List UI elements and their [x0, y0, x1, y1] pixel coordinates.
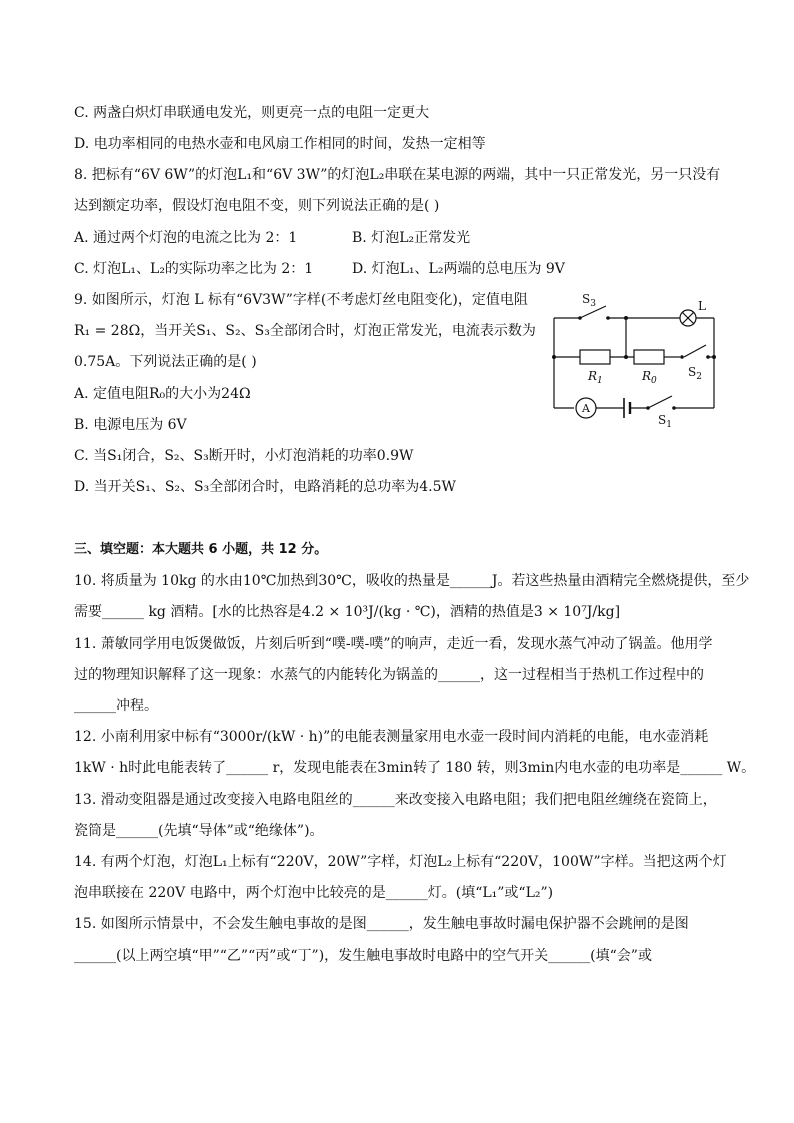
s3-contact-left: [578, 316, 582, 320]
q8-option-b: B. 灯泡L₂正常发光: [352, 230, 471, 246]
q15-line2: ______(以上两空填“甲”“乙”“丙”或“丁”)，发生触电事故时电路中的空气开关______(填“会”或: [74, 948, 652, 964]
section-heading-fill-in: 三、填空题：本大题共 6 小题，共 12 分。: [74, 542, 328, 557]
q9-option-b: B. 电源电压为 6V: [74, 417, 187, 433]
label-r0: $R_0$: [642, 369, 657, 386]
q10-line1: 10. 将质量为 10kg 的水由10℃加热到30℃，吸收的热量是______J。若这些热量由酒精完全燃烧提供，至少: [74, 573, 750, 589]
label-s3: $S_3$: [582, 292, 596, 309]
s2-contact-left: [680, 355, 684, 359]
q12-line2: 1kW · h时此电能表转了______ r，发现电能表在3min转了 180 转，则3min内电水壶的电功率是______ W。: [74, 760, 756, 776]
q8-option-a: A. 通过两个灯泡的电流之比为 2：1: [74, 230, 298, 246]
s1-contact-right: [672, 406, 676, 410]
switch-s2-blade: [684, 345, 706, 357]
s1-contact-left: [646, 406, 650, 410]
s3-contact-right: [606, 316, 610, 320]
q9-stem-line3: 0.75A。下列说法正确的是( ): [74, 354, 257, 370]
junction-dot-top: [624, 316, 628, 320]
q9-stem-line1: 9. 如图所示，灯泡 L 标有“6V3W”字样(不考虑灯丝电阻变化)，定值电阻: [74, 292, 528, 308]
q12-line1: 12. 小南利用家中标有“3000r/(kW · h)”的电能表测量家用电水壶一段时间内消耗的电能，电水壶消耗: [74, 729, 709, 745]
q9-option-a: A. 定值电阻R₀的大小为24Ω: [74, 386, 251, 402]
s2-contact-right: [706, 355, 710, 359]
q11-line1: 11. 萧敏同学用电饭煲做饭，片刻后听到“噗-噗-噗”的响声，走近一看，发现水蒸气冲动了锅盖。他用学: [74, 636, 713, 652]
q8-option-d: D. 灯泡L₁、L₂两端的总电压为 9V: [352, 261, 565, 277]
q13-line2: 瓷筒是______(先填“导体”或“绝缘体”)。: [74, 823, 324, 839]
label-ammeter: A: [582, 402, 590, 415]
q9-stem-line2: R₁ = 28Ω，当开关S₁、S₂、S₃全部闭合时，灯泡正常发光，电流表示数为: [74, 323, 536, 339]
q15-line1: 15. 如图所示情景中，不会发生触电事故的是图______，发生触电事故时漏电保护器不会跳闸的是图: [74, 916, 689, 932]
junction-dot-left: [552, 355, 556, 359]
resistor-r1: [580, 350, 610, 364]
q13-line1: 13. 滑动变阻器是通过改变接入电路电阻丝的______来改变接入电路电阻；我们把电阻丝缠绕在瓷筒上，: [74, 792, 717, 808]
junction-dot-mid: [624, 355, 628, 359]
q8-stem-line2: 达到额定功率，假设灯泡电阻不变，则下列说法正确的是( ): [74, 198, 440, 214]
q11-line3: ______冲程。: [74, 698, 158, 714]
q14-line2: 泡串联接在 220V 电路中，两个灯泡中比较亮的是______灯。(填“L₁”或“L₂”): [74, 885, 554, 901]
q7-option-d: D. 电功率相同的电热水壶和电风扇工作相同的时间，发热一定相等: [74, 136, 486, 152]
q9-circuit-diagram: [548, 290, 724, 430]
q11-line2: 过的物理知识解释了这一现象：水蒸气的内能转化为锅盖的______，这一过程相当于热机工作过程中的: [74, 667, 704, 683]
label-s2: $S_2$: [688, 365, 702, 382]
label-r1: $R_1$: [588, 369, 603, 386]
label-s1: $S_1$: [658, 413, 672, 430]
label-lamp: L: [698, 299, 706, 313]
switch-s1-blade: [648, 396, 672, 408]
resistor-r0: [634, 350, 664, 364]
junction-dot-right: [712, 355, 716, 359]
q14-line1: 14. 有两个灯泡，灯泡L₁上标有“220V，20W”字样，灯泡L₂上标有“220V，100W”字样。当把这两个灯: [74, 854, 727, 870]
q7-option-c: C. 两盏白炽灯串联通电发光，则更亮一点的电阻一定更大: [74, 105, 430, 121]
q8-option-c: C. 灯泡L₁、L₂的实际功率之比为 2：1: [74, 261, 314, 277]
q8-stem-line1: 8. 把标有“6V 6W”的灯泡L₁和“6V 3W”的灯泡L₂串联在某电源的两端，其中一只正常发光，另一只没有: [74, 167, 721, 183]
q9-option-d: D. 当开关S₁、S₂、S₃全部闭合时，电路消耗的总功率为4.5W: [74, 479, 456, 495]
q10-line2: 需要______ kg 酒精。[水的比热容是4.2 × 10³J/(kg · ℃)，酒精的热值是3 × 10⁷J/kg]: [74, 604, 621, 620]
q9-option-c: C. 当S₁闭合，S₂、S₃断开时，小灯泡消耗的功率0.9W: [74, 448, 414, 464]
